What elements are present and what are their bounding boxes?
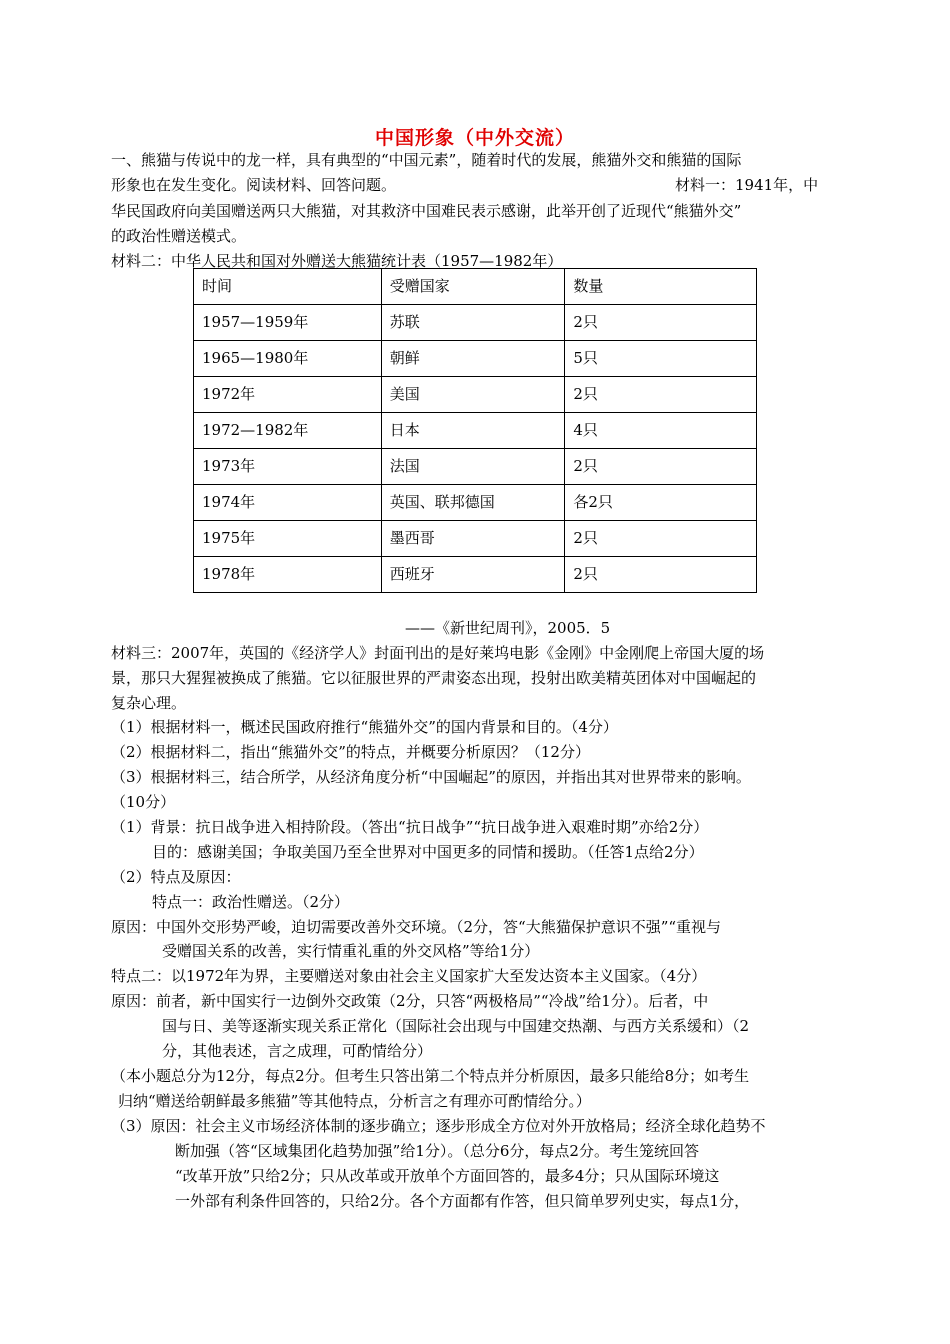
answer-2-note: （本小题总分为12分，每点2分。但考生只答出第二个特点并分析原因，最多只能给8分；如考生	[111, 1067, 750, 1085]
table-cell: 2只	[565, 305, 757, 341]
table-cell: 2只	[565, 557, 757, 593]
answer-3-reason-cont: 一外部有利条件回答的，只给2分。各个方面都有作答，但只简单罗列史实，每点1分，	[175, 1192, 750, 1210]
table-cell: 1973年	[194, 449, 382, 485]
table-cell: 1974年	[194, 485, 382, 521]
table-cell: 苏联	[381, 305, 565, 341]
answer-2-reason-2: 原因：前者，新中国实行一边倒外交政策（2分，只答“两极格局”“冷战”给1分）。后者，中	[111, 992, 709, 1010]
intro-line: 华民国政府向美国赠送两只大熊猫，对其救济中国难民表示感谢，此举开创了近现代“熊猫外交”	[111, 202, 742, 220]
table-cell: 1975年	[194, 521, 382, 557]
panda-gift-table	[193, 268, 757, 593]
table-cell: 1978年	[194, 557, 382, 593]
table-header-row	[194, 269, 757, 305]
material-two-heading: 材料二：中华人民共和国对外赠送大熊猫统计表（1957—1982年）	[111, 252, 563, 270]
question-1: （1）根据材料一，概述民国政府推行“熊猫外交”的国内背景和目的。（4分）	[111, 718, 618, 736]
table-row	[194, 377, 757, 413]
table-source: ——《新世纪周刊》，2005．5	[405, 619, 611, 637]
table-cell: 墨西哥	[381, 521, 565, 557]
table-cell: 朝鲜	[381, 341, 565, 377]
body-line: 复杂心理。	[111, 694, 187, 712]
answer-2-reason-1-cont: 受赠国关系的改善，实行情重礼重的外交风格”等给1分）	[162, 942, 540, 960]
table-row	[194, 485, 757, 521]
table-row	[194, 449, 757, 485]
intro-line: 形象也在发生变化。阅读材料、回答问题。	[111, 176, 397, 194]
table-row	[194, 341, 757, 377]
intro-line: 一、熊猫与传说中的龙一样，具有典型的“中国元素”，随着时代的发展，熊猫外交和熊猫的国际	[111, 151, 742, 169]
table-cell: 4只	[565, 413, 757, 449]
table-cell: 西班牙	[381, 557, 565, 593]
table-cell: 1965—1980年	[194, 341, 382, 377]
table-header-cell: 时间	[194, 269, 382, 305]
question-2: （2）根据材料二，指出“熊猫外交”的特点，并概要分析原因？（12分）	[111, 743, 590, 761]
answer-2-heading: （2）特点及原因：	[111, 868, 241, 886]
table-cell: 1957—1959年	[194, 305, 382, 341]
table-row	[194, 305, 757, 341]
table-cell: 2只	[565, 377, 757, 413]
table-cell: 法国	[381, 449, 565, 485]
answer-1-purpose: 目的：感谢美国；争取美国乃至全世界对中国更多的同情和援助。（任答1点给2分）	[152, 843, 704, 861]
document-title: 中国形象（中外交流）	[374, 127, 575, 149]
table-cell: 2只	[565, 449, 757, 485]
answer-2-reason-2-cont: 国与日、美等逐渐实现关系正常化（国际社会出现与中国建交热潮、与西方关系缓和）（2	[162, 1017, 750, 1035]
answer-2-feature-2: 特点二：以1972年为界，主要赠送对象由社会主义国家扩大至发达资本主义国家。（4分）	[111, 967, 707, 985]
question-3-points: （10分）	[111, 793, 176, 811]
question-3: （3）根据材料三，结合所学，从经济角度分析“中国崛起”的原因，并指出其对世界带来的影响。	[111, 768, 751, 786]
table-row	[194, 557, 757, 593]
table-cell: 日本	[381, 413, 565, 449]
material-one-start: 材料一：1941年，中	[675, 176, 819, 194]
answer-2-note-cont: 归纳“赠送给朝鲜最多熊猫”等其他特点，分析言之有理亦可酌情给分。）	[118, 1092, 591, 1110]
table-cell: 1972年	[194, 377, 382, 413]
table-cell: 英国、联邦德国	[381, 485, 565, 521]
answer-3-reason-cont: “改革开放”只给2分；只从改革或开放单个方面回答的，最多4分；只从国际环境这	[175, 1167, 720, 1185]
table-cell: 2只	[565, 521, 757, 557]
table-cell: 1972—1982年	[194, 413, 382, 449]
answer-3-reason: （3）原因：社会主义市场经济体制的逐步确立；逐步形成全方位对外开放格局；经济全球化趋势不	[111, 1117, 766, 1135]
table-cell: 美国	[381, 377, 565, 413]
answer-2-feature-1: 特点一：政治性赠送。（2分）	[152, 893, 350, 911]
intro-line: 的政治性赠送模式。	[111, 227, 247, 245]
table-row	[194, 521, 757, 557]
body-line: 景，那只大猩猩被换成了熊猫。它以征服世界的严肃姿态出现，投射出欧美精英团体对中国崛起的	[111, 669, 757, 687]
table-cell: 5只	[565, 341, 757, 377]
answer-2-reason-1: 原因：中国外交形势严峻，迫切需要改善外交环境。（2分，答“大熊猫保护意识不强”“重视与	[111, 918, 722, 936]
answer-3-reason-cont: 断加强（答“区域集团化趋势加强”给1分）。（总分6分，每点2分。考生笼统回答	[175, 1142, 699, 1160]
answer-2-reason-2-cont: 分，其他表述，言之成理，可酌情给分）	[162, 1042, 433, 1060]
body-line: 材料三：2007年，英国的《经济学人》封面刊出的是好莱坞电影《金刚》中金刚爬上帝国大厦的场	[111, 644, 765, 662]
answer-1-background: （1）背景：抗日战争进入相持阶段。（答出“抗日战争”“抗日战争进入艰难时期”亦给2分）	[111, 818, 709, 836]
table-cell: 各2只	[565, 485, 757, 521]
table-header-cell: 数量	[565, 269, 757, 305]
table-header-cell: 受赠国家	[381, 269, 565, 305]
table-row	[194, 413, 757, 449]
